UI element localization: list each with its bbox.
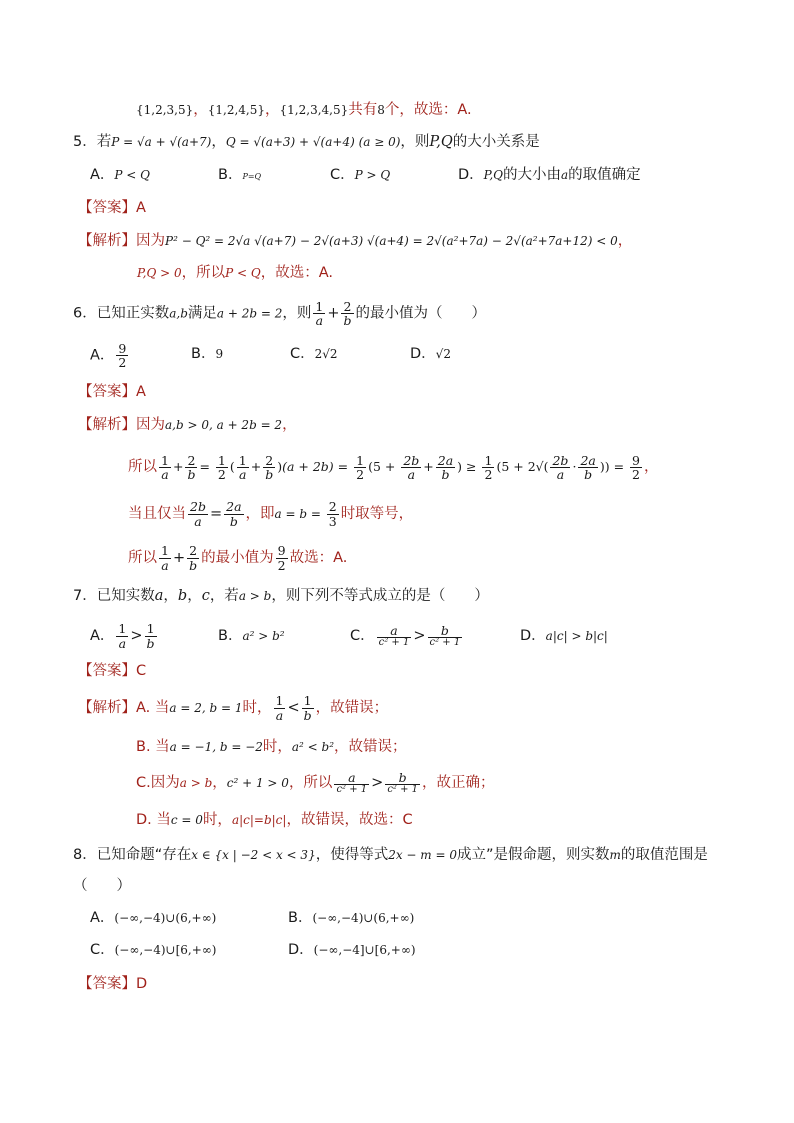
question-6-explanation-1 — [78, 413, 297, 437]
stem-formula: x ∈ {x | −2 < x < 3} — [191, 848, 316, 862]
stem-text: 的最小值为（ ） — [355, 305, 486, 322]
explanation-formula: c = 0 — [170, 813, 203, 827]
fraction — [354, 454, 366, 481]
denominator: c² + 1 — [387, 783, 419, 795]
numerator: b — [385, 771, 420, 785]
numerator: 2 — [341, 300, 353, 314]
option-letter: B． — [288, 910, 313, 926]
option-b — [288, 906, 414, 930]
numerator: 9 — [118, 341, 127, 356]
explanation-tag: 【解析】 — [78, 417, 136, 433]
formula-part: ) ≥ — [457, 459, 481, 474]
answer-tag: 【答案】 — [78, 384, 136, 400]
separator: ， — [193, 102, 208, 118]
stem-text: ，则下列不等式成立的是（ ） — [271, 588, 489, 604]
explanation-text: D. 当 — [136, 812, 171, 828]
explanation-formula: a = −1, b = −2 — [169, 740, 263, 754]
option-c — [350, 620, 464, 652]
stem-text: 成立”是假命题，则实数 — [457, 847, 610, 863]
conclusion-text: 个，故选：A. — [384, 102, 472, 118]
numerator: 9 — [277, 543, 286, 559]
set-3: {1,2,3,4,5} — [279, 103, 349, 117]
fraction — [237, 454, 249, 481]
numerator: 2b — [403, 452, 420, 468]
option-letter: B． — [218, 167, 243, 183]
numerator: 2 — [263, 454, 275, 468]
fraction — [482, 454, 494, 481]
denominator: 3 — [328, 513, 337, 529]
denominator: b — [303, 707, 312, 723]
option-letter: A． — [90, 628, 115, 644]
option-expression: a|c| > b|c| — [545, 629, 608, 643]
explanation-text: ，即 — [245, 506, 275, 522]
explanation-text: ，故错误； — [334, 739, 407, 755]
option-letter: C． — [350, 628, 375, 644]
option-expression: (−∞,−4]∪[6,+∞) — [313, 943, 416, 957]
previous-answer-conclusion — [136, 98, 472, 122]
option-letter: B． — [191, 346, 216, 362]
question-5-explanation-1 — [78, 229, 632, 253]
numerator: 1 — [356, 452, 365, 468]
separator: ， — [163, 588, 178, 604]
question-8-stem — [73, 843, 708, 867]
denominator: 2 — [484, 467, 493, 482]
derivation-formula: $\frac{1}{a}$ + $\frac{2}{b}$ = $\frac{1}{2}$ ( $\frac{1}{a}$ + $\frac{2}{b}$ )(a + 2b) = $\frac{1}{2}$ (5 + $\frac{2b}{a}$ + $\frac{2a}{b}$ ) ≥ $\frac{1}{2}$ (5 + 2√( $\frac{2b}{a}$ · $\frac{2a}{b}$ )) = $\frac{9}{2}$ — [161, 452, 640, 482]
explanation-text: ， — [212, 775, 227, 791]
numerator: 1 — [484, 452, 493, 468]
option-a — [90, 906, 216, 930]
option-c — [90, 938, 216, 962]
denominator: a — [118, 635, 127, 651]
stem-symbol: a,b — [169, 306, 188, 321]
option-expression: P < Q — [114, 168, 151, 182]
option-value: √2 — [435, 347, 451, 361]
denominator: 2 — [632, 467, 640, 482]
question-6-stem — [73, 299, 486, 329]
explanation-text: ，故错误； — [315, 700, 389, 716]
question-5-stem — [73, 130, 540, 154]
question-7-options — [0, 620, 794, 652]
question-7-explanation-c — [136, 766, 495, 800]
fraction — [436, 454, 455, 481]
option-b — [218, 163, 261, 189]
option-value: 2√2 — [314, 347, 338, 361]
numerator: 1 — [161, 452, 169, 468]
expression — [272, 693, 316, 723]
option-text: 的取值确定 — [568, 167, 641, 183]
option-expression: (−∞,−4)∪(6,+∞) — [312, 911, 415, 925]
fraction — [274, 694, 286, 721]
question-number: 8．已知命题“存在 — [73, 847, 192, 863]
fraction — [401, 454, 421, 481]
question-6-explanation-4 — [128, 541, 347, 575]
option-expression: (−∞,−4)∪[6,+∞) — [114, 943, 217, 957]
option-letter: D． — [458, 167, 484, 183]
option-letter: A． — [90, 167, 115, 183]
equality-condition: $\frac{2b}{a}$ = $\frac{2a}{b}$ — [190, 499, 242, 529]
denominator: a — [161, 467, 169, 482]
option-letter: C． — [290, 346, 315, 362]
option-a — [90, 620, 159, 652]
question-6-answer — [78, 380, 146, 404]
option-d — [410, 342, 451, 366]
numerator: 1 — [275, 693, 284, 709]
fraction — [159, 544, 171, 571]
stem-text: ，则 — [282, 305, 312, 322]
fraction — [385, 771, 420, 796]
numerator: 2b — [190, 499, 206, 515]
explanation-text: 当且仅当 — [128, 506, 186, 522]
fraction — [578, 454, 597, 481]
fraction — [263, 454, 275, 481]
expression — [332, 769, 422, 795]
numerator: 1 — [315, 299, 324, 314]
option-b — [218, 620, 285, 652]
operator: + — [327, 305, 340, 322]
option-d — [458, 163, 641, 187]
explanation-formula: a|c|=b|c| — [231, 813, 287, 827]
operator: < — [287, 700, 300, 716]
explanation-formula: a = 2, b = 1 — [169, 701, 243, 715]
denominator: a — [315, 313, 324, 329]
set-1: {1,2,3,5} — [136, 103, 194, 117]
numerator: 2a — [580, 452, 596, 468]
denominator: 2 — [217, 467, 226, 482]
answer-tag: 【答案】 — [78, 663, 136, 679]
question-7-stem — [73, 584, 489, 608]
explanation-text: ，故选：A. — [260, 265, 334, 281]
numerator: 2 — [328, 499, 337, 515]
option-expression: P > Q — [354, 168, 391, 182]
numerator: a — [377, 624, 412, 638]
answer-tag: 【答案】 — [78, 976, 136, 992]
symbol-pq: P,Q — [429, 134, 453, 150]
denominator: a — [239, 467, 247, 482]
question-8-options-row-1 — [0, 906, 794, 930]
numerator: 1 — [302, 694, 314, 708]
denominator: c² + 1 — [429, 636, 461, 648]
explanation-formula: a > b — [179, 776, 213, 790]
denominator: b — [187, 467, 196, 482]
numerator: 9 — [632, 452, 640, 468]
explanation-formula: P < Q — [225, 266, 261, 280]
question-6-options — [0, 341, 794, 371]
explanation-text: ，故错误，故选：C — [286, 812, 413, 828]
answer-value: C — [136, 663, 147, 679]
answer-blank: （ ） — [73, 878, 131, 894]
fraction — [185, 454, 197, 481]
fraction — [428, 624, 463, 649]
explanation-text: 时取等号， — [340, 506, 414, 522]
fraction — [377, 624, 412, 649]
explanation-text: 时， — [262, 739, 292, 755]
stem-symbol: c — [201, 588, 210, 604]
question-number: 7．已知实数 — [73, 588, 155, 604]
fraction — [313, 300, 325, 327]
explanation-text: 的最小值为 — [201, 550, 274, 566]
stem-symbol: m — [609, 848, 621, 862]
stem-text: ，则 — [400, 134, 430, 150]
option-letter: D． — [410, 346, 436, 362]
denominator: 2 — [277, 557, 286, 573]
question-6-explanation-2 — [128, 450, 658, 484]
denominator: b — [584, 467, 593, 482]
stem-text: 的取值范围是 — [620, 847, 708, 863]
question-7-explanation-d — [136, 808, 413, 832]
formula-part: (a + 2b) = — [282, 459, 353, 474]
answer-value: A — [136, 200, 146, 216]
option-letter: D． — [520, 628, 546, 644]
numerator: 1 — [118, 621, 127, 637]
stem-text: 满足 — [187, 305, 217, 322]
option-expression: a² > b² — [242, 629, 285, 643]
explanation-text: 故选：A. — [289, 550, 348, 566]
option-text: 的大小由 — [502, 167, 561, 183]
fraction — [302, 694, 314, 721]
stem-formula: a > b — [238, 589, 272, 603]
numerator: 2a — [226, 499, 242, 515]
explanation-text: 时， — [242, 700, 272, 716]
option-letter: A． — [90, 347, 115, 364]
question-number: 6．已知正实数 — [73, 305, 170, 322]
explanation-text: 因为 — [136, 417, 165, 433]
option-letter: B． — [218, 628, 243, 644]
question-6-explanation-3 — [128, 497, 413, 531]
denominator: 2 — [118, 355, 127, 371]
fraction — [145, 622, 157, 649]
denominator: a — [194, 513, 202, 529]
operator: > — [130, 628, 143, 644]
explanation-formula: a² < b² — [291, 740, 335, 754]
denominator: 2 — [356, 467, 365, 482]
explanation-text: 时， — [202, 812, 232, 828]
option-expression: P,Q — [483, 168, 503, 182]
question-5-options — [0, 163, 794, 187]
operator: = — [199, 459, 214, 474]
option-letter: D． — [288, 942, 314, 958]
fraction — [327, 500, 339, 527]
numerator: 1 — [217, 452, 226, 468]
option-letter: C． — [330, 167, 355, 183]
explanation-tag: 【解析】 — [78, 233, 136, 249]
fraction — [116, 342, 128, 369]
question-7-explanation-a — [78, 692, 388, 724]
option-expression: (−∞,−4)∪(6,+∞) — [114, 911, 217, 925]
question-5-answer — [78, 196, 146, 220]
denominator: a — [275, 707, 284, 723]
explanation-text: ， — [643, 459, 659, 475]
numerator: 2a — [437, 452, 454, 468]
numerator: b — [428, 624, 463, 638]
fraction — [550, 454, 570, 481]
explanation-tag: 【解析】 — [78, 700, 136, 716]
option-b — [191, 342, 223, 366]
explanation-text: ，所以 — [181, 265, 226, 281]
denominator: a — [407, 467, 416, 482]
option-a — [90, 163, 150, 187]
explanation-formula: a,b > 0, a + 2b = 2 — [165, 418, 283, 432]
expression: $\frac{1}{a}$ + $\frac{2}{b}$ — [161, 543, 198, 573]
stem-text: ，若 — [209, 588, 239, 604]
fraction — [116, 622, 128, 649]
stem-symbol: b — [177, 588, 188, 604]
explanation-text: ， — [617, 233, 633, 249]
denominator: c² + 1 — [378, 636, 410, 648]
explanation-text: B. 当 — [136, 739, 170, 755]
option-letter: A． — [90, 910, 115, 926]
question-7-explanation-b — [136, 735, 407, 759]
explanation-formula: P,Q > 0 — [137, 266, 182, 280]
count-value: 8 — [377, 103, 385, 117]
option-a — [90, 342, 130, 369]
explanation-text: 所以 — [128, 459, 157, 475]
question-number: 5．若 — [73, 134, 112, 150]
stem-text: 的大小关系是 — [452, 134, 540, 150]
set-2: {1,2,4,5} — [207, 103, 266, 117]
option-letter: C． — [90, 942, 115, 958]
operator: > — [413, 628, 426, 644]
denominator: b — [441, 467, 450, 482]
explanation-formula: P² − Q² = 2√a √(a+7) − 2√(a+3) √(a+4) = 2√(a²+7a) − 2√(a²+7a+12) < 0 — [165, 234, 618, 248]
fraction — [630, 454, 642, 481]
separator: ， — [187, 588, 202, 604]
option-d — [288, 938, 416, 962]
question-8-paren — [73, 874, 131, 898]
denominator: b — [343, 313, 352, 329]
question-8-options-row-2 — [0, 938, 794, 962]
fraction — [341, 300, 353, 327]
numerator: a — [334, 771, 369, 785]
denominator: b — [189, 557, 198, 573]
denominator: b — [146, 635, 155, 651]
denominator: a — [556, 467, 565, 482]
numerator: 2 — [187, 544, 199, 558]
stem-formula: a + 2b = 2 — [216, 306, 283, 321]
operator: > — [371, 775, 384, 791]
numerator: 1 — [161, 543, 169, 559]
explanation-text: C.因为 — [136, 775, 180, 791]
option-c — [290, 342, 338, 366]
formula-part: )) = — [599, 459, 629, 474]
answer-value: D — [136, 976, 148, 992]
explanation-text: A. 当 — [136, 700, 170, 716]
fraction — [216, 454, 228, 481]
stem-text: ，使得等式 — [315, 847, 389, 863]
explanation-formula: c² + 1 > 0 — [226, 776, 289, 790]
numerator: 2b — [552, 452, 569, 468]
explanation-text: 因为 — [136, 233, 165, 249]
formula-part: (5 + 2√( — [496, 459, 549, 474]
fraction — [159, 454, 171, 481]
option-c — [330, 163, 390, 187]
separator: ， — [265, 102, 280, 118]
denominator: c² + 1 — [336, 783, 368, 795]
explanation-text: ，故正确； — [422, 775, 495, 791]
conclusion-text: 共有 — [348, 102, 378, 118]
denominator: a — [161, 557, 169, 573]
question-8-answer — [78, 972, 147, 996]
explanation-text: 所以 — [128, 550, 157, 566]
fraction — [187, 544, 199, 571]
numerator: 1 — [145, 622, 157, 636]
explanation-text: ，所以 — [288, 775, 333, 791]
question-5-explanation-2 — [137, 261, 333, 285]
explanation-text: ， — [282, 417, 297, 433]
fraction — [224, 500, 243, 527]
formula-p: P = √a + √(a+7) — [111, 135, 212, 149]
fraction — [334, 771, 369, 796]
answer-tag: 【答案】 — [78, 200, 136, 216]
stem-formula: 2x − m = 0 — [388, 848, 457, 862]
answer-value: A — [136, 384, 146, 400]
option-expression: P=Q — [242, 172, 262, 181]
operator: · — [572, 459, 577, 474]
denominator: b — [229, 513, 238, 529]
explanation-formula: a = b = — [274, 507, 325, 521]
option-value: 9 — [215, 347, 224, 361]
option-expression: a — [560, 168, 569, 182]
denominator: b — [265, 467, 274, 482]
separator: ， — [211, 134, 226, 150]
fraction — [276, 544, 288, 571]
numerator: 1 — [238, 452, 247, 468]
numerator: 2 — [185, 454, 197, 468]
formula-part: (5 + — [368, 459, 400, 474]
formula-q: Q = √(a+3) + √(a+4) (a ≥ 0) — [225, 135, 401, 149]
stem-symbol: a — [154, 588, 164, 604]
option-d — [520, 620, 608, 652]
question-7-answer — [78, 659, 146, 683]
fraction — [188, 500, 208, 527]
